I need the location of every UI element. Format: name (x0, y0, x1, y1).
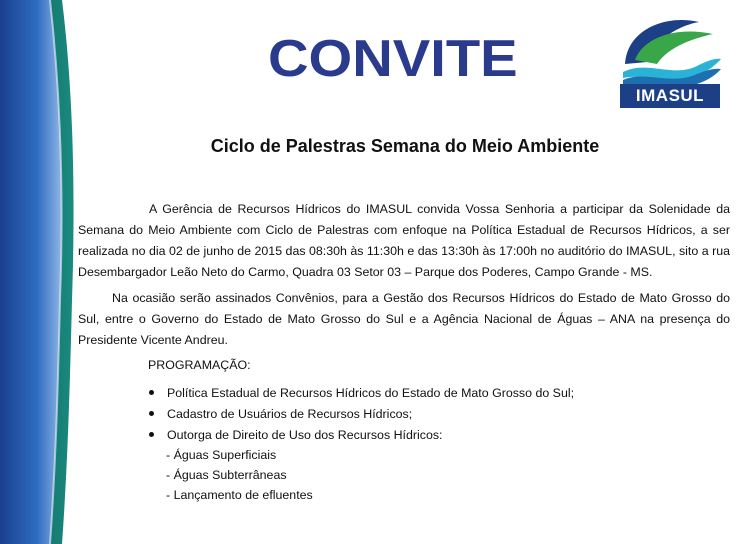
sublist-item: - Lançamento de efluentes (166, 488, 313, 502)
list-item-text: Outorga de Direito de Uso dos Recursos Hídricos: (167, 428, 443, 442)
list-item-text: Política Estadual de Recursos Hídricos do Estado de Mato Grosso do Sul; (167, 386, 575, 400)
program-list (148, 383, 728, 446)
bullet-icon (149, 411, 154, 416)
imasul-logo (617, 12, 723, 105)
list-item-text: Cadastro de Usuários de Recursos Hídricos; (167, 407, 413, 421)
list-item (148, 383, 728, 404)
left-wave-band (0, 0, 80, 544)
bullet-icon (149, 390, 154, 395)
list-item (148, 404, 728, 425)
sublist-item: - Águas Superficiais (166, 448, 277, 462)
list-item (148, 425, 728, 446)
logo-wordmark: IMASUL (620, 84, 720, 108)
event-subtitle: Ciclo de Palestras Semana do Meio Ambiente (210, 136, 600, 156)
bullet-icon (149, 432, 154, 437)
invitation-title: CONVITE (268, 30, 518, 88)
program-heading: PROGRAMAÇÃO: (148, 358, 251, 372)
invitation-paragraph: A Gerência de Recursos Hídricos do IMASUL convida Vossa Senhoria a participar da Solenidade da Semana do Meio Ambiente com Ciclo de Palestras com enfoque na Política Estadual de Recursos Hídricos, a ser realizada no dia 02 de junho de 2015 das 08:30h às 11:30h e das 13:30h às 17:00h no auditório do IMASUL, sito a rua Desembargador Leão Neto do Carmo, Quadra 03 Setor 03 – Parque dos Poderes, Campo Grande - MS. (78, 202, 730, 279)
program-sublist (166, 445, 313, 505)
agreements-paragraph: Na ocasião serão assinados Convênios, para a Gestão dos Recursos Hídricos do Estado de Mato Grosso do Sul, entre o Governo do Estado de Mato Grosso do Sul e a Agência Nacional de Águas – ANA na presença do Presidente Vicente Andreu. (78, 291, 730, 347)
sublist-item: - Águas Subterrâneas (166, 468, 287, 482)
imasul-logo-icon (617, 12, 723, 88)
